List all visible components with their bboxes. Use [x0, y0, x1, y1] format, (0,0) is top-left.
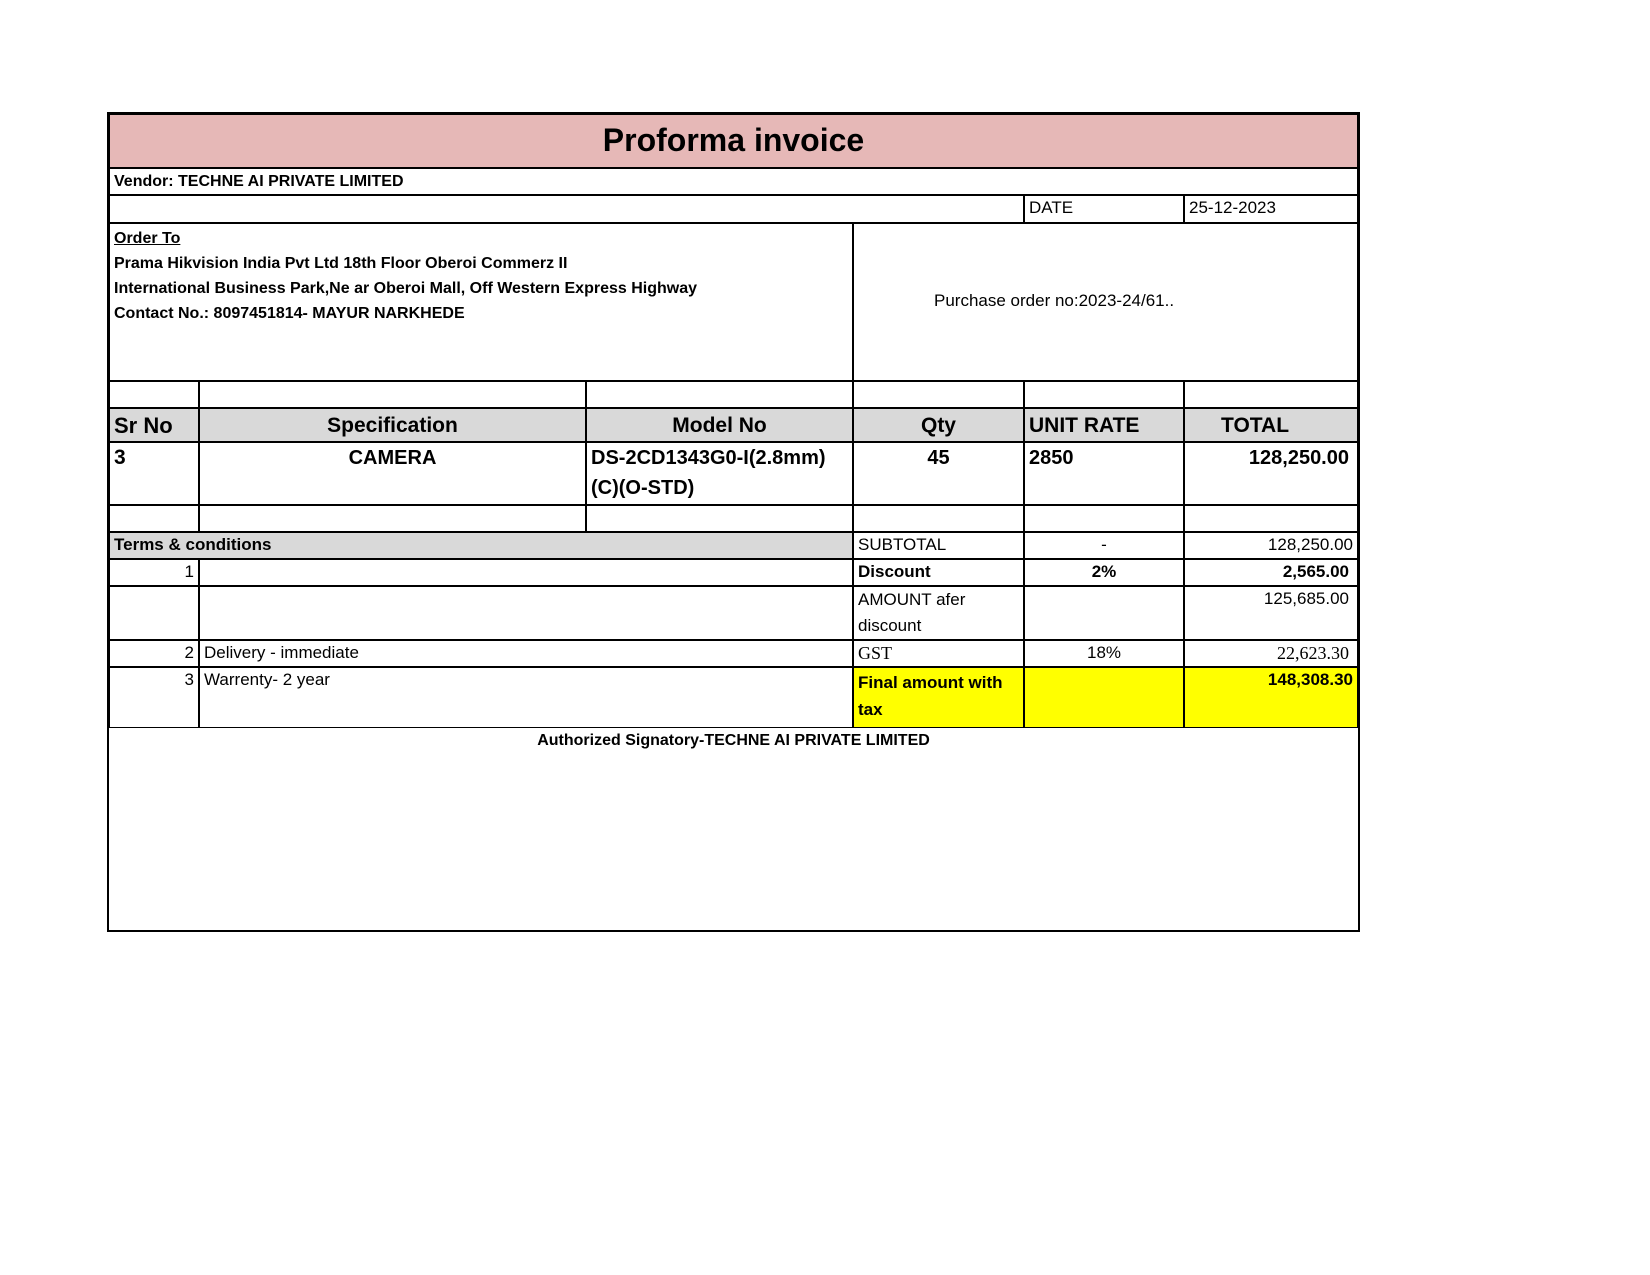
subtotal-value: 128,250.00	[1184, 532, 1358, 559]
blank-cell	[853, 505, 1024, 532]
item-unit-rate: 2850	[1024, 442, 1184, 505]
order-to-heading: Order To	[114, 230, 181, 247]
item-sr-no: 3	[109, 442, 199, 505]
discount-percent: 2%	[1024, 559, 1184, 586]
blank-cell	[109, 586, 199, 640]
order-to-block	[109, 223, 853, 381]
purchase-order-block	[853, 223, 1358, 381]
term-text	[199, 559, 853, 586]
blank-cell	[1024, 586, 1184, 640]
invoice-title: Proforma invoice	[109, 114, 1358, 168]
date-row-blank	[109, 195, 1024, 223]
blank-cell	[1024, 505, 1184, 532]
discount-value: 2,565.00	[1184, 559, 1358, 586]
final-amount-label: Final amount with tax	[853, 667, 1024, 728]
gst-percent: 18%	[1024, 640, 1184, 667]
blank-cell	[199, 586, 853, 640]
blank-cell	[199, 505, 586, 532]
blank-cell	[1184, 381, 1358, 408]
authorized-signatory: Authorized Signatory-TECHNE AI PRIVATE LIMITED	[537, 732, 930, 749]
item-specification: CAMERA	[199, 442, 586, 505]
purchase-order-number: Purchase order no:2023-24/61..	[934, 291, 1175, 310]
blank-cell	[586, 381, 853, 408]
final-amount-mid	[1024, 667, 1184, 728]
col-header-sr-no: Sr No	[109, 408, 199, 442]
item-total: 128,250.00	[1184, 442, 1358, 505]
term-number: 2	[109, 640, 199, 667]
gst-value: 22,623.30	[1184, 640, 1358, 667]
subtotal-mid: -	[1024, 532, 1184, 559]
term-number: 1	[109, 559, 199, 586]
col-header-total: TOTAL	[1184, 408, 1358, 442]
blank-cell	[1184, 505, 1358, 532]
order-to-contact: Contact No.: 8097451814- MAYUR NARKHEDE	[114, 305, 465, 322]
date-label: DATE	[1024, 195, 1184, 223]
amount-after-discount-value: 125,685.00	[1184, 586, 1358, 640]
col-header-qty: Qty	[853, 408, 1024, 442]
subtotal-label: SUBTOTAL	[853, 532, 1024, 559]
item-qty: 45	[853, 442, 1024, 505]
col-header-model-no: Model No	[586, 408, 853, 442]
terms-heading: Terms & conditions	[109, 532, 853, 559]
vendor-line: Vendor: TECHNE AI PRIVATE LIMITED	[109, 168, 1358, 195]
blank-cell	[853, 381, 1024, 408]
gst-label: GST	[853, 640, 1024, 667]
blank-cell	[1024, 381, 1184, 408]
term-text: Warrenty- 2 year	[199, 667, 853, 728]
blank-cell	[586, 505, 853, 532]
amount-after-discount-label: AMOUNT afer discount	[853, 586, 1024, 640]
item-model-no: DS-2CD1343G0-I(2.8mm)(C)(O-STD)	[586, 442, 853, 505]
final-amount-value: 148,308.30	[1184, 667, 1358, 728]
blank-cell	[199, 381, 586, 408]
blank-cell	[109, 381, 199, 408]
term-number: 3	[109, 667, 199, 728]
order-to-address-line-2: International Business Park,Ne ar Oberoi Mall, Off Western Express Highway	[114, 280, 697, 297]
term-text: Delivery - immediate	[199, 640, 853, 667]
proforma-invoice-sheet	[107, 112, 1360, 932]
date-value: 25-12-2023	[1184, 195, 1358, 223]
col-header-specification: Specification	[199, 408, 586, 442]
order-to-address-line-1: Prama Hikvision India Pvt Ltd 18th Floor Oberoi Commerz II	[114, 255, 568, 272]
blank-cell	[109, 505, 199, 532]
col-header-unit-rate: UNIT RATE	[1024, 408, 1184, 442]
discount-label: Discount	[853, 559, 1024, 586]
